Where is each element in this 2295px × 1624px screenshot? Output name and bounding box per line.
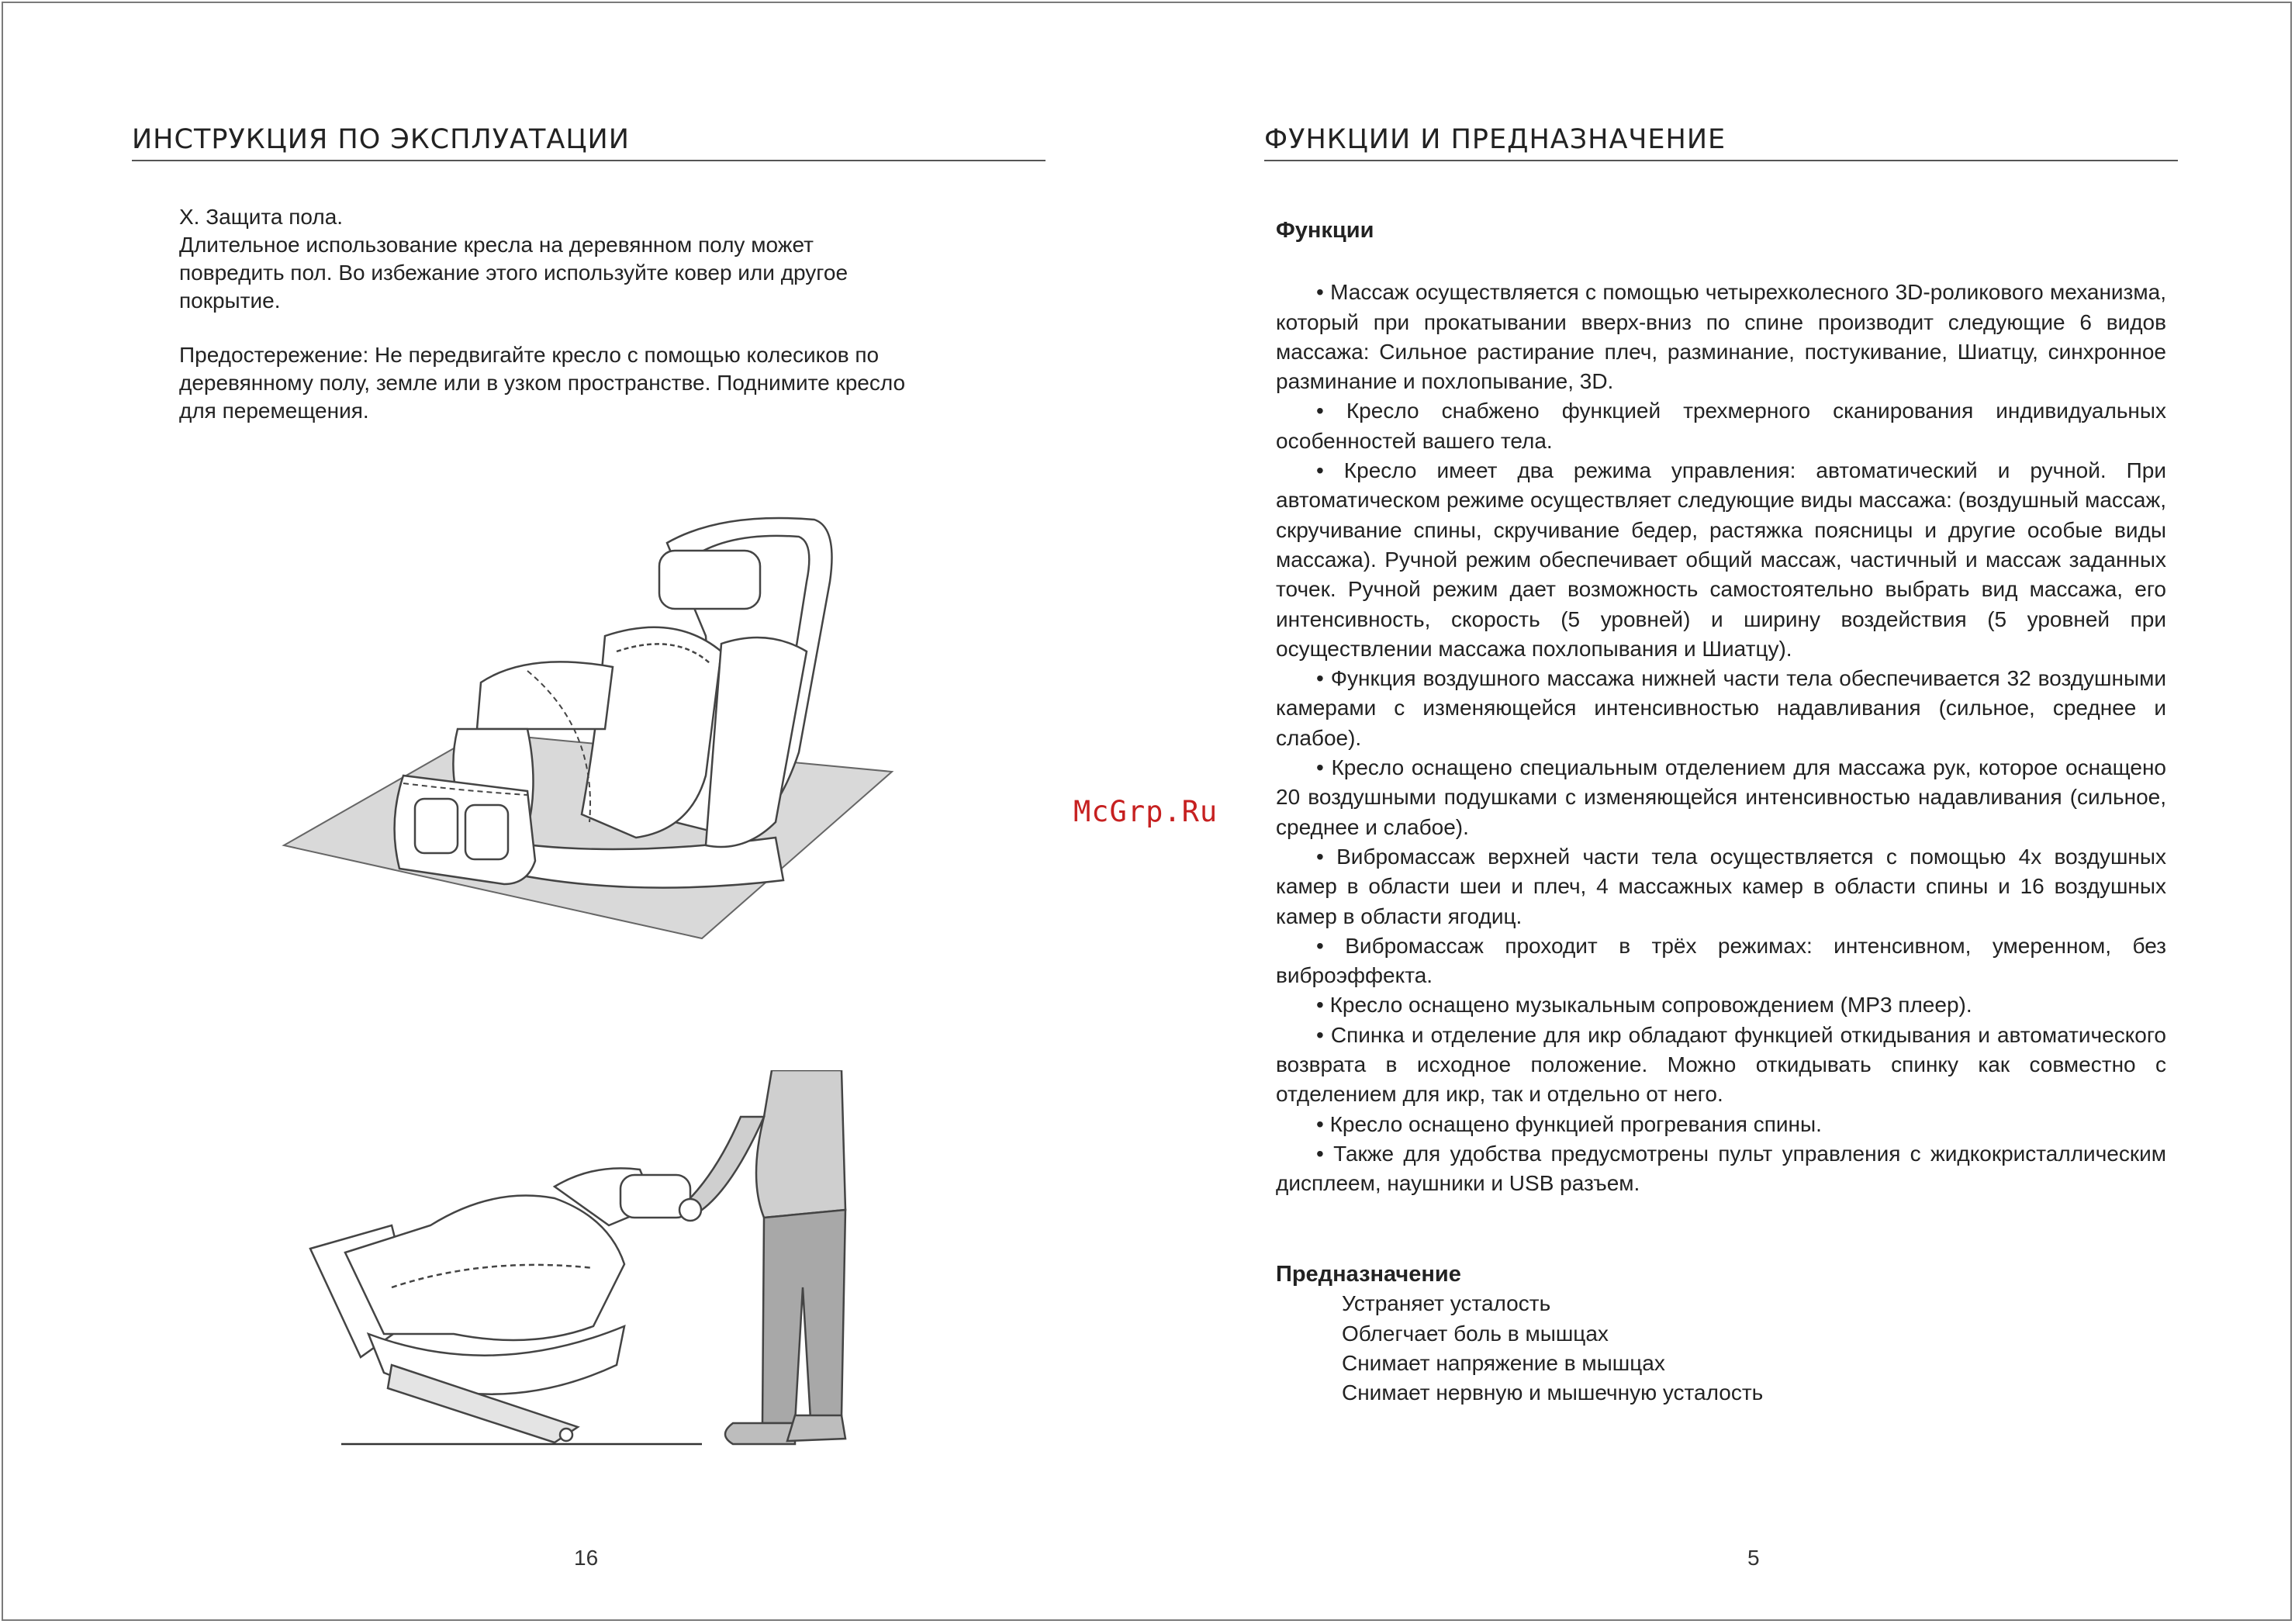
left-page-number: 16: [574, 1546, 599, 1570]
warning-line: Предостережение: Не передвигайте кресло с помощью колесиков по: [179, 343, 880, 367]
right-page-number: 5: [1747, 1546, 1760, 1570]
section-title: X. Защита пола.: [179, 205, 344, 229]
floor-text-line: повредить пол. Во избежание этого используйте ковер или другое: [179, 261, 849, 285]
purpose-section: [1276, 1259, 2166, 1408]
right-header: ФУНКЦИИ И ПРЕДНАЗНАЧЕНИЕ: [1264, 124, 1726, 155]
watermark: McGrp.Ru: [1073, 795, 1218, 828]
warning-line: для перемещения.: [179, 399, 369, 423]
function-item: • Массаж осуществляется с помощью четырехколесного 3D-роликового механизма, который при прокатывании вверх-вниз по спине производит следующие 6 видов массажа: Сильное растирание плеч, разминание, постукивание, Шиатцу, синхронное разминание и похлопывание, 3D.: [1276, 280, 2166, 394]
purpose-item: Снимает нервную и мышечную усталость: [1342, 1380, 1764, 1405]
person-trousers: [762, 1210, 845, 1423]
purpose-title: Предназначение: [1276, 1262, 1461, 1287]
function-item: • Также для удобства предусмотрены пульт управления с жидкокристаллическим дисплеем, наушники и USB разъем.: [1276, 1141, 2166, 1196]
function-item: • Спинка и отделение для икр обладают функцией откидывания и автоматического возврата в исходное положение. Можно откидывать спинку как совместно с отделением для икр, так и отдельно от него.: [1276, 1022, 2166, 1107]
function-item: • Кресло снабжено функцией трехмерного сканирования индивидуальных особенностей вашего тела.: [1276, 399, 2166, 453]
moving-chair-illustration: [299, 1070, 857, 1466]
purpose-item: Снимает напряжение в мышцах: [1342, 1350, 1665, 1375]
person-shirt: [756, 1070, 845, 1218]
floor-protection-section: [179, 203, 905, 425]
functions-section: [1276, 216, 2166, 1199]
person-shoe: [725, 1423, 795, 1444]
function-item: • Функция воздушного массажа нижней части тела обеспечивается 32 воздушными камерами с изменяющейся интенсивностью надавливания (сильное, среднее и слабое).: [1276, 666, 2166, 750]
left-header-rule: [132, 160, 1046, 161]
left-header: ИНСТРУКЦИЯ ПО ЭКСПЛУАТАЦИИ: [132, 124, 630, 155]
function-item: • Кресло оснащено музыкальным сопровождением (MP3 плеер).: [1316, 993, 1972, 1018]
floor-text-line: покрытие.: [179, 289, 281, 313]
purpose-item: Устраняет усталость: [1342, 1291, 1551, 1316]
function-item: • Кресло оснащено специальным отделением для массажа рук, которое оснащено 20 воздушными подушками с изменяющейся интенсивностью надавливания (сильное, среднее и слабое).: [1276, 755, 2166, 839]
right-header-rule: [1264, 160, 2178, 161]
function-item: • Вибромассаж верхней части тела осуществляется с помощью 4х воздушных камер в области шеи и плеч, 4 массажных камер в области спины и 16 воздушных камер в области ягодиц.: [1276, 844, 2166, 928]
chair-on-rug-illustration: [271, 496, 907, 954]
person-shoe: [787, 1415, 845, 1441]
function-item: • Кресло имеет два режима управления: автоматический и ручной. При автоматическом режиме осуществляет следующие виды массажа: (воздушный массаж, скручивание спины, скручивание бедер, растяжка поясницы и другие особые виды массажа). Ручной режим обеспечивает общий массаж, частичный и массаж заданных точек. Ручной режим дает возможность самостоятельно выбрать вид массажа, его интенсивность, скорость (5 уровней) и ширину воздействия (5 уровней при осуществлении массажа похлопывания и Шиатцу).: [1276, 458, 2166, 661]
functions-title: Функции: [1276, 218, 1374, 243]
purpose-item: Облегчает боль в мышцах: [1342, 1321, 1609, 1346]
function-item: • Вибромассаж проходит в трёх режимах: интенсивном, умеренном, без виброэффекта.: [1276, 933, 2166, 988]
function-item: • Кресло оснащено функцией прогревания спины.: [1316, 1111, 1822, 1136]
person-arm: [686, 1117, 764, 1210]
warning-line: деревянному полу, земле или в узком пространстве. Поднимите кресло: [179, 371, 906, 395]
floor-text-line: Длительное использование кресла на деревянном полу может: [179, 233, 814, 257]
floor-rug: [284, 733, 892, 938]
